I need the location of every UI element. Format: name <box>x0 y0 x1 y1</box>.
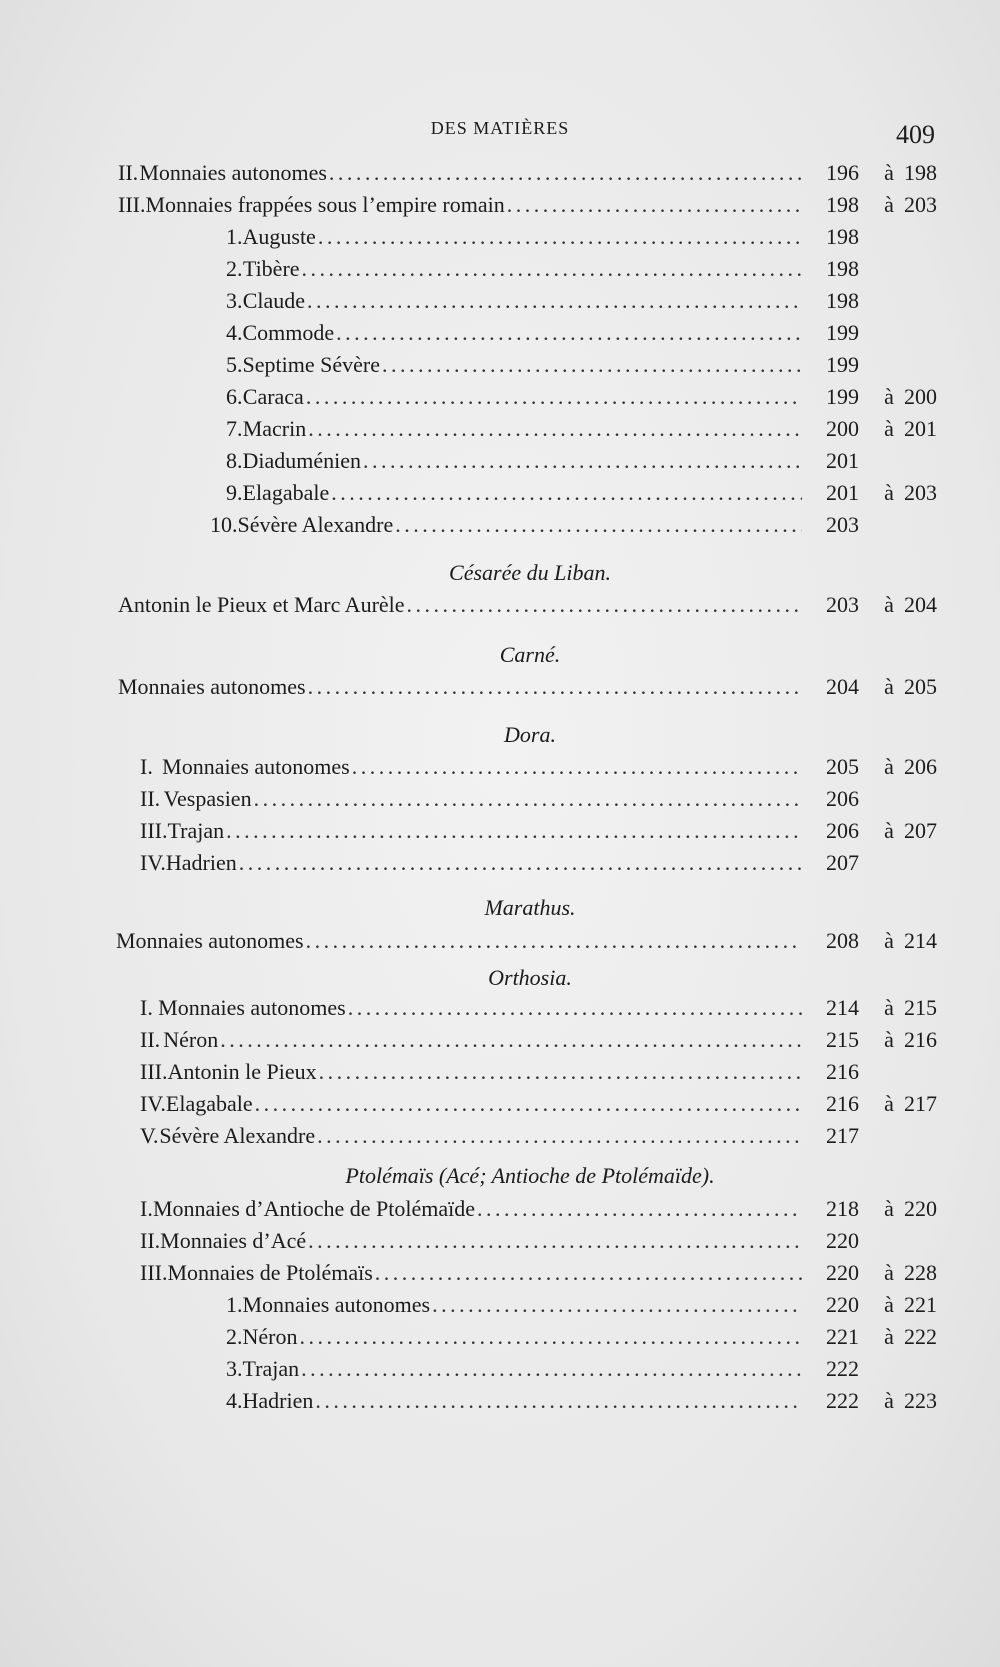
toc-entry <box>226 352 802 382</box>
toc-entry-pages <box>826 1228 952 1258</box>
toc-entry-pages <box>826 480 952 510</box>
page-start: 220 <box>826 1292 859 1317</box>
toc-entry-number: I. <box>140 754 153 779</box>
page-start: 200 <box>826 416 859 441</box>
page-start: 201 <box>826 480 859 505</box>
toc-entry-pages <box>826 1059 952 1089</box>
toc-entry-label: Hadrien <box>242 1388 314 1413</box>
toc-entry-label: Monnaies d’Antioche de Ptolémaïde <box>152 1196 475 1221</box>
dot-leader <box>319 1059 802 1085</box>
page-start: 214 <box>826 995 859 1020</box>
dot-leader <box>226 818 802 844</box>
toc-entry-pages <box>826 754 952 784</box>
toc-entry-label: Monnaies autonomes <box>139 160 327 185</box>
page-number: 409 <box>896 120 935 149</box>
toc-entry-label: Néron <box>163 1027 219 1052</box>
toc-entry-pages <box>826 1260 952 1290</box>
toc-entry <box>226 480 802 510</box>
page-end: 214 <box>904 928 937 953</box>
toc-entry-label: Vespasien <box>163 786 252 811</box>
toc-entry-label: Sévère Alexandre <box>159 1123 316 1148</box>
dot-leader <box>331 480 802 506</box>
toc-entry-number: III. <box>140 1260 168 1285</box>
toc-entry-pages <box>826 352 952 382</box>
toc-entry-number: 10. <box>210 512 238 537</box>
toc-entry-label: Antonin le Pieux <box>167 1059 317 1084</box>
toc-entry-number: II. <box>140 786 161 811</box>
page-start: 204 <box>826 674 859 699</box>
toc-entry-label: Trajan <box>167 818 225 843</box>
page-start: 215 <box>826 1027 859 1052</box>
toc-entry-label: Néron <box>242 1324 298 1349</box>
toc-entry-label: Monnaies autonomes <box>242 1292 431 1317</box>
dot-leader <box>395 512 802 538</box>
running-header: DES MATIÈRES <box>430 118 570 138</box>
toc-entry-number: 8. <box>226 448 243 473</box>
toc-entry <box>226 288 802 318</box>
page-range-separator: à <box>884 1196 894 1221</box>
page-end: 203 <box>904 192 937 217</box>
dot-leader <box>317 1123 802 1149</box>
toc-entry <box>118 592 802 622</box>
dot-leader <box>382 352 802 378</box>
page-start: 198 <box>826 256 859 281</box>
page-start: 207 <box>826 850 859 875</box>
toc-entry-number: IV. <box>140 1091 166 1116</box>
dot-leader <box>336 320 802 346</box>
toc-entry-pages <box>826 786 952 816</box>
toc-entry <box>116 928 802 958</box>
toc-entry-pages <box>826 416 952 446</box>
toc-entry-pages <box>826 818 952 848</box>
toc-entry-label: Auguste <box>242 224 316 249</box>
page-range-separator: à <box>884 818 894 843</box>
section-heading-cesaree: Césarée du Liban. <box>449 560 611 585</box>
toc-entry-label: Monnaies autonomes <box>118 674 306 699</box>
page-start: 199 <box>826 320 859 345</box>
toc-entry-label: Septime Sévère <box>242 352 380 377</box>
toc-entry-number: 1. <box>226 1292 243 1317</box>
page-range-separator: à <box>884 1260 894 1285</box>
toc-entry <box>226 256 802 286</box>
toc-entry <box>118 674 802 704</box>
toc-entry <box>226 1292 802 1322</box>
toc-entry-number: II. <box>140 1228 161 1253</box>
page-start: 205 <box>826 754 859 779</box>
toc-entry-pages <box>826 192 952 222</box>
page-start: 203 <box>826 592 859 617</box>
toc-entry <box>140 818 802 848</box>
toc-entry-pages <box>826 995 952 1025</box>
toc-entry-pages <box>826 1027 952 1057</box>
toc-entry-number: 7. <box>226 416 243 441</box>
page-range-separator: à <box>884 1292 894 1317</box>
toc-entry-pages <box>826 1123 952 1153</box>
page-range-separator: à <box>884 754 894 779</box>
page-start: 221 <box>826 1324 859 1349</box>
toc-entry-pages <box>826 256 952 286</box>
page-end: 223 <box>904 1388 937 1413</box>
page-start: 199 <box>826 384 859 409</box>
section-heading-carne: Carné. <box>499 642 561 667</box>
page-range-separator: à <box>884 1324 894 1349</box>
toc-entry-label: Caraca <box>242 384 304 409</box>
toc-entry <box>226 384 802 414</box>
page-range-separator: à <box>884 416 894 441</box>
toc-entry-pages <box>826 448 952 478</box>
toc-entry <box>140 786 802 816</box>
toc-entry-number: 9. <box>226 480 243 505</box>
page-range-separator: à <box>884 160 894 185</box>
toc-entry <box>140 1091 802 1121</box>
page-start: 218 <box>826 1196 859 1221</box>
toc-entry <box>226 224 802 254</box>
page-end: 201 <box>904 416 937 441</box>
toc-entry-label: Claude <box>242 288 306 313</box>
page-range-separator: à <box>884 674 894 699</box>
dot-leader <box>352 754 802 780</box>
page-end: 222 <box>904 1324 937 1349</box>
toc-entry <box>140 850 802 880</box>
section-heading-ptolemais: Ptolémaïs (Acé; Antioche de Ptolémaïde). <box>345 1163 715 1188</box>
toc-entry-label: Macrin <box>242 416 307 441</box>
toc-entry <box>140 1260 802 1290</box>
toc-entry-label: Sévère Alexandre <box>237 512 394 537</box>
toc-entry <box>226 448 802 478</box>
dot-leader <box>375 1260 802 1286</box>
toc-entry <box>226 416 802 446</box>
toc-entry-label: Trajan <box>242 1356 300 1381</box>
dot-leader <box>254 786 802 812</box>
page-end: 220 <box>904 1196 937 1221</box>
toc-entry-label: Monnaies de Ptolémaïs <box>167 1260 373 1285</box>
page-range-separator: à <box>884 1388 894 1413</box>
toc-entry-pages <box>826 674 952 704</box>
section-heading-dora: Dora. <box>504 722 556 747</box>
page-range-separator: à <box>884 384 894 409</box>
page-start: 222 <box>826 1356 859 1381</box>
toc-entry-number: 3. <box>226 1356 243 1381</box>
page-end: 200 <box>904 384 937 409</box>
page-start: 216 <box>826 1059 859 1084</box>
toc-entry-pages <box>826 224 952 254</box>
toc-entry-pages <box>826 160 952 190</box>
dot-leader <box>299 1324 802 1350</box>
page-end: 216 <box>904 1027 937 1052</box>
page-range-separator: à <box>884 592 894 617</box>
toc-entry <box>210 512 802 542</box>
page-end: 221 <box>904 1292 937 1317</box>
toc-entry-number: 2. <box>226 256 243 281</box>
dot-leader <box>308 674 802 700</box>
dot-leader <box>301 1356 802 1382</box>
toc-entry-label: Monnaies d’Acé <box>160 1228 307 1253</box>
toc-entry <box>226 1356 802 1386</box>
page-start: 206 <box>826 786 859 811</box>
page-start: 198 <box>826 288 859 313</box>
toc-entry <box>140 1123 802 1153</box>
dot-leader <box>507 192 802 218</box>
toc-entry-pages <box>826 850 952 880</box>
toc-entry-label: Monnaies autonomes <box>116 928 304 953</box>
page-range-separator: à <box>884 995 894 1020</box>
page-start: 198 <box>826 192 859 217</box>
toc-entry-pages <box>826 1324 952 1354</box>
dot-leader <box>306 928 802 954</box>
page-end: 198 <box>904 160 937 185</box>
page-end: 206 <box>904 754 937 779</box>
toc-entry-pages <box>826 384 952 414</box>
page-end: 228 <box>904 1260 937 1285</box>
toc-entry-label: Elagabale <box>165 1091 253 1116</box>
toc-entry-number: II. <box>118 160 139 185</box>
toc-entry-pages <box>826 512 952 542</box>
dot-leader <box>306 384 802 410</box>
toc-entry-label: Hadrien <box>165 850 237 875</box>
toc-entry-label: Commode <box>242 320 335 345</box>
toc-entry <box>226 320 802 350</box>
page-start: 217 <box>826 1123 859 1148</box>
page-range-separator: à <box>884 1027 894 1052</box>
dot-leader <box>329 160 802 186</box>
page-end: 203 <box>904 480 937 505</box>
dot-leader <box>239 850 802 876</box>
page-start: 198 <box>826 224 859 249</box>
page-range-separator: à <box>884 928 894 953</box>
toc-entry-pages <box>826 320 952 350</box>
dot-leader <box>348 995 802 1021</box>
toc-entry-number: 2. <box>226 1324 243 1349</box>
toc-entry-pages <box>826 288 952 318</box>
dot-leader <box>302 256 802 282</box>
toc-entry-label: Monnaies autonomes <box>158 995 346 1020</box>
dot-leader <box>220 1027 802 1053</box>
toc-entry <box>118 192 802 222</box>
toc-entry-number: I. <box>140 1196 153 1221</box>
toc-entry-label: Tibère <box>242 256 300 281</box>
page-start: 203 <box>826 512 859 537</box>
toc-entry-number: III. <box>140 1059 168 1084</box>
toc-entry-pages <box>826 592 952 622</box>
toc-entry-label: Diaduménien <box>242 448 362 473</box>
toc-entry <box>118 160 802 190</box>
toc-entry-label: Antonin le Pieux et Marc Aurèle <box>118 592 405 617</box>
toc-entry-label: Elagabale <box>242 480 330 505</box>
toc-entry-number: I. <box>140 995 153 1020</box>
toc-entry <box>140 1196 802 1226</box>
toc-entry-number: 4. <box>226 1388 243 1413</box>
toc-entry <box>140 1027 802 1057</box>
dot-leader <box>318 224 802 250</box>
toc-entry-number: IV. <box>140 850 166 875</box>
dot-leader <box>308 416 802 442</box>
toc-entry <box>140 754 802 784</box>
page-start: 199 <box>826 352 859 377</box>
toc-entry-label: Monnaies frappées sous l’empire romain <box>145 192 505 217</box>
toc-entry-label: Monnaies autonomes <box>162 754 350 779</box>
toc-entry-number: 4. <box>226 320 243 345</box>
toc-entry-pages <box>826 1091 952 1121</box>
dot-leader <box>432 1292 802 1318</box>
page-start: 196 <box>826 160 859 185</box>
dot-leader <box>308 1228 802 1254</box>
toc-entry-pages <box>826 1196 952 1226</box>
toc-entry-number: 3. <box>226 288 243 313</box>
section-heading-orthosia: Orthosia. <box>488 965 572 990</box>
page-end: 205 <box>904 674 937 699</box>
toc-entry-number: V. <box>140 1123 159 1148</box>
toc-entry <box>226 1324 802 1354</box>
toc-entry <box>140 995 802 1025</box>
toc-entry <box>140 1228 802 1258</box>
dot-leader <box>407 592 802 618</box>
page-end: 215 <box>904 995 937 1020</box>
toc-entry-number: 5. <box>226 352 243 377</box>
toc-entry-pages <box>826 928 952 958</box>
toc-entry-number: 6. <box>226 384 243 409</box>
section-heading-marathus: Marathus. <box>484 895 576 920</box>
toc-entry-number: III. <box>118 192 146 217</box>
dot-leader <box>307 288 802 314</box>
page-end: 207 <box>904 818 937 843</box>
page-end: 204 <box>904 592 937 617</box>
dot-leader <box>255 1091 802 1117</box>
page-start: 220 <box>826 1260 859 1285</box>
toc-entry-number: 1. <box>226 224 243 249</box>
page-range-separator: à <box>884 1091 894 1116</box>
toc-entry-number: III. <box>140 818 168 843</box>
page-start: 201 <box>826 448 859 473</box>
page-start: 222 <box>826 1388 859 1413</box>
page-range-separator: à <box>884 480 894 505</box>
toc-entry-pages <box>826 1356 952 1386</box>
dot-leader <box>363 448 802 474</box>
page-start: 216 <box>826 1091 859 1116</box>
toc-entry <box>226 1388 802 1418</box>
page-start: 208 <box>826 928 859 953</box>
dot-leader <box>477 1196 802 1222</box>
toc-entry-number: II. <box>140 1027 161 1052</box>
toc-entry-pages <box>826 1388 952 1418</box>
page-start: 220 <box>826 1228 859 1253</box>
dot-leader <box>315 1388 802 1414</box>
page-range-separator: à <box>884 192 894 217</box>
toc-entry <box>140 1059 802 1089</box>
page-start: 206 <box>826 818 859 843</box>
page-end: 217 <box>904 1091 937 1116</box>
toc-entry-pages <box>826 1292 952 1322</box>
